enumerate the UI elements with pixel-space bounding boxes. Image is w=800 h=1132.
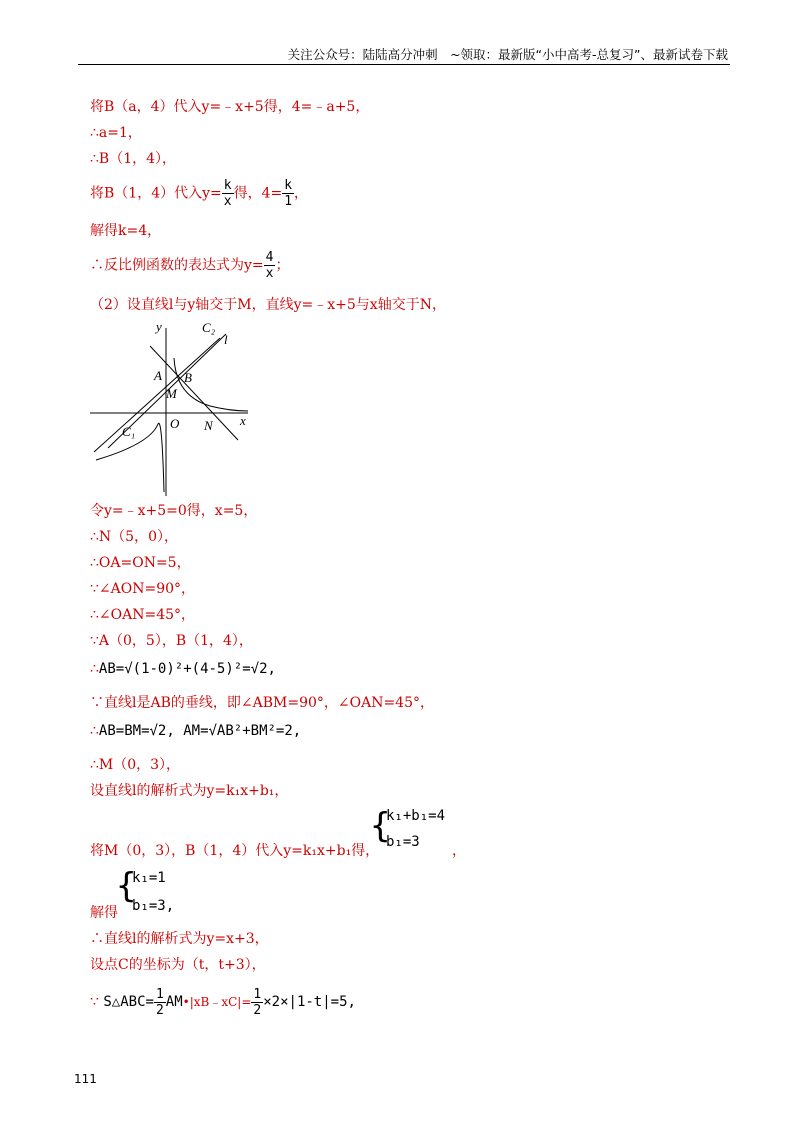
text-line: ∵∠AON=90°，	[90, 581, 196, 597]
text-line: ∴B（1，4），	[90, 151, 177, 167]
label-c1: C₁	[122, 424, 136, 439]
text-line: ∵直线l是AB的垂线，即∠ABM=90°，∠OAN=45°，	[90, 695, 434, 711]
text-line: 将B（1，4）代入y= $\frac{k}{x}$ 得，4= $\frac{k}{1}$ ，	[90, 178, 309, 209]
text-line: 将M（0，3），B（1，4）代入y=k₁x+b₁得，	[90, 843, 380, 859]
line-l	[94, 338, 220, 452]
brace-icon: {	[116, 866, 137, 906]
label-o: O	[170, 416, 180, 431]
text-line: ∴AB=BM=√2, AM=√AB²+BM²=2,	[90, 723, 302, 739]
equation: b₁=3,	[132, 898, 175, 914]
text-line: 设点C的坐标为（t，t+3），	[90, 957, 266, 973]
page-number: 111	[74, 1072, 97, 1086]
fraction: $\frac{4}{x}$	[265, 250, 274, 281]
page-header	[78, 42, 730, 65]
text-line: ∴∠OAN=45°，	[90, 607, 196, 623]
text-line: ∴直线l的解析式为y=x+3，	[90, 931, 269, 947]
label-y: y	[156, 319, 162, 334]
label-l: l	[224, 332, 228, 347]
equation: b₁=3	[386, 834, 420, 850]
text-line: （2）设直线l与y轴交于M，直线y=﹣x+5与x轴交于N，	[90, 297, 446, 313]
equation: k₁+b₁=4	[386, 808, 446, 824]
text-line: ∴反比例函数的表达式为y= $\frac{4}{x}$ ；	[90, 250, 290, 281]
text-line: 设直线l的解析式为y=k₁x+b₁，	[90, 783, 289, 799]
brace-icon: {	[370, 806, 391, 846]
label-c2: C₂	[202, 320, 216, 335]
fraction: $\frac{1}{2}$	[253, 986, 262, 1018]
fraction: $\frac{1}{2}$	[155, 986, 164, 1018]
text-line: 解得	[90, 905, 118, 921]
text-line: ∴M（0，3），	[90, 757, 181, 773]
text-line: 将B（a，4）代入y=﹣x+5得，4=﹣a+5，	[90, 99, 370, 115]
text-line: ∴OA=ON=5，	[90, 555, 191, 571]
text-line: ∴a=1，	[90, 125, 142, 141]
fraction: $\frac{k}{1}$	[284, 178, 293, 209]
text-line: ∴AB=√(1-0)²+(4-5)²=√2,	[90, 661, 276, 677]
label-b: B	[184, 370, 192, 385]
text-line: 解得k=4，	[90, 223, 162, 239]
header-text: 关注公众号：陆陆高分冲刺 ~领取：最新版“小中高考-总复习”、最新试卷下载	[287, 47, 728, 62]
label-n: N	[204, 418, 213, 433]
label-m: M	[166, 386, 177, 401]
text-line: ∵ S△ABC= $\frac{1}{2}$ AM•|xB﹣xC|= $\frac{1}{2}$ ×2×|1-t|=5,	[90, 986, 356, 1018]
text-line: 令y=﹣x+5=0得，x=5，	[90, 503, 258, 519]
coordinate-figure	[90, 318, 260, 498]
text-line: ∵A（0，5），B（1，4），	[90, 633, 253, 649]
line-y-neg-x-plus-5	[150, 346, 238, 440]
label-a: A	[154, 368, 162, 383]
fraction: $\frac{k}{x}$	[223, 178, 232, 209]
text-line: ，	[452, 843, 466, 859]
equation: k₁=1	[132, 870, 166, 886]
text-line: ∴N（5，0），	[90, 529, 178, 545]
label-x: x	[240, 413, 246, 428]
